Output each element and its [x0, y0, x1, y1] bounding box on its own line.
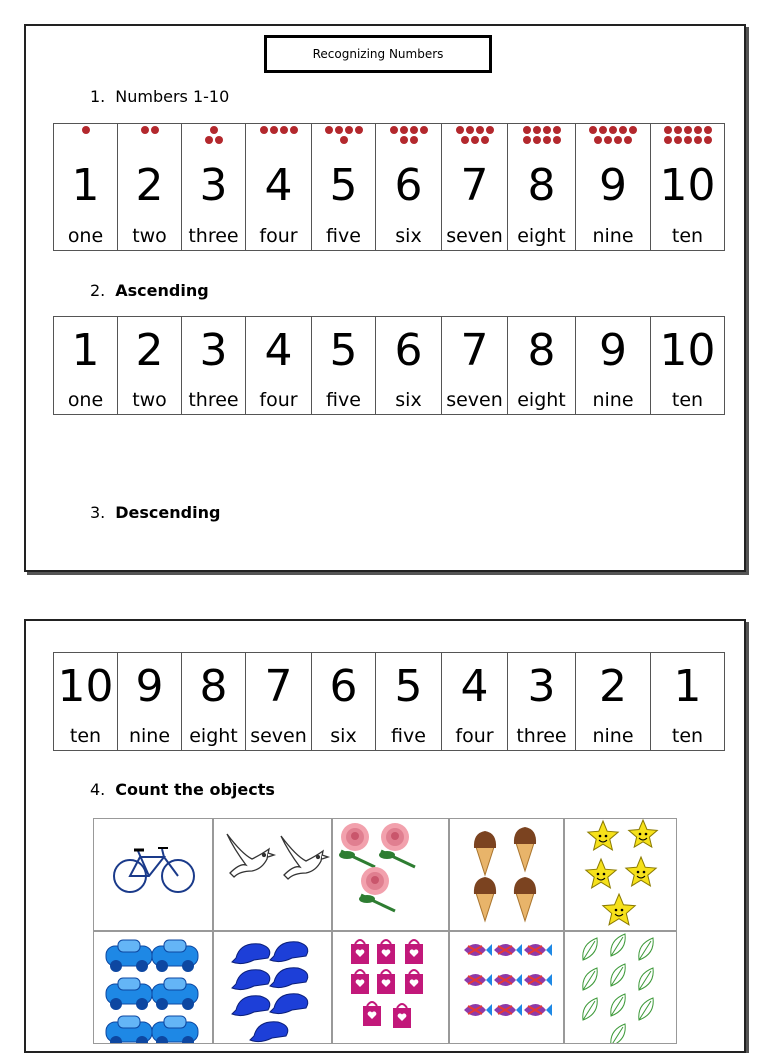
number-digit: 3	[199, 325, 228, 376]
number-digit: 3	[527, 661, 556, 712]
dot	[270, 126, 278, 134]
object-cell	[93, 931, 213, 1044]
object-cell	[449, 931, 564, 1044]
number-digit: 5	[394, 661, 423, 712]
number-digit: 3	[199, 160, 228, 211]
number-cell	[246, 124, 312, 251]
dot	[260, 126, 268, 134]
number-word: eight	[517, 225, 566, 247]
counting-dots	[312, 126, 375, 144]
number-digit: 8	[527, 160, 556, 211]
number-cell	[376, 317, 442, 415]
counting-dots	[118, 126, 181, 134]
number-cell	[442, 317, 508, 415]
dot	[410, 136, 418, 144]
number-cell	[442, 653, 508, 751]
number-word: five	[326, 389, 361, 411]
number-digit: 7	[460, 325, 489, 376]
dot	[609, 126, 617, 134]
number-cell	[508, 124, 576, 251]
counting-dots	[508, 126, 575, 144]
dot	[629, 126, 637, 134]
dot	[523, 136, 531, 144]
number-cell	[312, 317, 376, 415]
section-number: 3.	[90, 503, 106, 522]
section-label: Numbers 1-10	[115, 87, 230, 106]
dot	[533, 126, 541, 134]
number-word: ten	[671, 389, 704, 411]
section-label: Ascending	[115, 281, 209, 300]
counting-dots	[182, 126, 245, 144]
number-word: six	[395, 389, 422, 411]
number-digit: 4	[460, 661, 489, 712]
dot	[471, 136, 479, 144]
number-digit: 9	[599, 160, 627, 211]
number-digit: 7	[264, 661, 293, 712]
number-word: five	[326, 225, 361, 247]
ice-cream-icon	[450, 819, 564, 931]
dot	[684, 126, 692, 134]
dot	[461, 136, 469, 144]
number-cell	[182, 653, 246, 751]
number-digit: 2	[599, 661, 627, 712]
object-cell	[564, 931, 677, 1044]
section-number: 2.	[90, 281, 106, 300]
numbers-table	[53, 123, 725, 251]
dot	[523, 126, 531, 134]
counting-dots	[576, 126, 650, 144]
number-digit: 10	[659, 160, 716, 211]
number-word: one	[67, 389, 104, 411]
dot	[594, 136, 602, 144]
dot	[345, 126, 353, 134]
number-word: four	[259, 389, 298, 411]
dot	[589, 126, 597, 134]
worksheet-page-2	[24, 619, 746, 1053]
ascending-table	[53, 316, 725, 415]
counting-dots	[376, 126, 441, 144]
number-digit: 1	[71, 325, 100, 376]
number-digit: 6	[394, 160, 423, 211]
number-cell	[54, 124, 118, 251]
dot	[476, 126, 484, 134]
number-cell	[376, 653, 442, 751]
dot	[704, 136, 712, 144]
car-icon	[94, 932, 213, 1044]
object-cell	[213, 931, 332, 1044]
dot	[400, 136, 408, 144]
number-word: two	[132, 225, 167, 247]
number-cell	[576, 124, 651, 251]
number-word: five	[391, 725, 426, 747]
dot	[599, 126, 607, 134]
number-digit: 2	[135, 160, 164, 211]
number-cell	[54, 653, 118, 751]
number-word: four	[455, 725, 494, 747]
object-cell	[93, 818, 213, 931]
dot	[533, 136, 541, 144]
dot	[325, 126, 333, 134]
dot	[151, 126, 159, 134]
number-word: four	[259, 225, 298, 247]
number-cell	[246, 653, 312, 751]
number-word: eight	[517, 389, 566, 411]
dot	[674, 126, 682, 134]
dot	[553, 136, 561, 144]
dot	[82, 126, 90, 134]
dot	[456, 126, 464, 134]
cap-icon	[214, 932, 332, 1044]
number-word: nine	[592, 389, 634, 411]
number-digit: 4	[264, 325, 293, 376]
dot	[335, 126, 343, 134]
number-cell	[312, 653, 376, 751]
dot	[553, 126, 561, 134]
number-word: three	[516, 725, 567, 747]
dot	[543, 136, 551, 144]
object-cell	[213, 818, 332, 931]
dot	[400, 126, 408, 134]
number-word: seven	[446, 389, 503, 411]
number-digit: 7	[460, 160, 489, 211]
dot	[704, 126, 712, 134]
number-cell	[508, 317, 576, 415]
dot	[481, 136, 489, 144]
dot	[340, 136, 348, 144]
number-word: nine	[128, 725, 171, 747]
number-word: one	[67, 225, 104, 247]
number-word: nine	[592, 725, 634, 747]
leaf-icon	[565, 932, 677, 1044]
bicycle-icon	[94, 819, 213, 931]
number-cell	[246, 317, 312, 415]
number-digit: 10	[57, 661, 114, 712]
dot	[684, 136, 692, 144]
number-word: six	[330, 725, 357, 747]
dot	[674, 136, 682, 144]
count-objects-grid	[93, 818, 677, 1044]
section-number: 4.	[90, 780, 106, 799]
section-label: Count the objects	[115, 780, 275, 799]
section-heading-count	[90, 780, 275, 799]
section-label: Descending	[115, 503, 221, 522]
number-word: ten	[671, 225, 704, 247]
number-cell	[508, 653, 576, 751]
worksheet-page-1	[24, 24, 746, 572]
dot	[604, 136, 612, 144]
dot	[420, 126, 428, 134]
number-word: two	[132, 389, 167, 411]
dot	[619, 126, 627, 134]
number-word: six	[395, 225, 422, 247]
section-heading-numbers	[90, 87, 229, 106]
number-digit: 9	[599, 325, 627, 376]
number-cell	[182, 317, 246, 415]
number-word: three	[188, 225, 239, 247]
number-word: eight	[189, 725, 238, 747]
dot	[466, 126, 474, 134]
number-digit: 8	[527, 325, 556, 376]
number-word: seven	[250, 725, 307, 747]
number-digit: 6	[394, 325, 423, 376]
dot	[486, 126, 494, 134]
star-icon	[565, 819, 677, 931]
number-word: ten	[671, 725, 704, 747]
number-cell	[54, 317, 118, 415]
number-cell	[651, 317, 725, 415]
counting-dots	[54, 126, 117, 134]
dot	[664, 126, 672, 134]
dot	[290, 126, 298, 134]
counting-dots	[442, 126, 507, 144]
number-cell	[182, 124, 246, 251]
dot	[410, 126, 418, 134]
bird-icon	[214, 819, 332, 931]
number-word: seven	[446, 225, 503, 247]
number-cell	[576, 653, 651, 751]
number-digit: 10	[659, 325, 716, 376]
dot	[614, 136, 622, 144]
descending-table	[53, 652, 725, 751]
number-word: nine	[592, 225, 634, 247]
number-digit: 2	[135, 325, 164, 376]
dot	[215, 136, 223, 144]
number-digit: 5	[329, 160, 358, 211]
page-title: Recognizing Numbers	[264, 35, 492, 73]
number-cell	[442, 124, 508, 251]
dot	[141, 126, 149, 134]
dot	[543, 126, 551, 134]
number-digit: 4	[264, 160, 293, 211]
object-cell	[332, 931, 449, 1044]
object-cell	[564, 818, 677, 931]
counting-dots	[246, 126, 311, 134]
number-digit: 5	[329, 325, 358, 376]
number-digit: 6	[329, 661, 358, 712]
section-heading-descending	[90, 503, 220, 522]
shopping-bag-icon	[333, 932, 449, 1044]
object-cell	[332, 818, 449, 931]
number-word: ten	[69, 725, 102, 747]
dot	[355, 126, 363, 134]
section-number: 1.	[90, 87, 106, 106]
number-digit: 1	[673, 661, 702, 712]
number-digit: 8	[199, 661, 228, 712]
rose-icon	[333, 819, 449, 931]
number-cell	[118, 653, 182, 751]
number-cell	[576, 317, 651, 415]
number-cell	[651, 653, 725, 751]
object-cell	[449, 818, 564, 931]
dot	[210, 126, 218, 134]
number-cell	[118, 124, 182, 251]
number-digit: 9	[135, 661, 164, 712]
number-cell	[312, 124, 376, 251]
number-digit: 1	[71, 160, 100, 211]
fish-icon	[450, 932, 564, 1044]
number-cell	[651, 124, 725, 251]
dot	[664, 136, 672, 144]
number-cell	[118, 317, 182, 415]
dot	[280, 126, 288, 134]
dot	[624, 136, 632, 144]
section-heading-ascending	[90, 281, 209, 300]
dot	[694, 126, 702, 134]
dot	[694, 136, 702, 144]
number-cell	[376, 124, 442, 251]
counting-dots	[651, 126, 724, 144]
dot	[205, 136, 213, 144]
number-word: three	[188, 389, 239, 411]
dot	[390, 126, 398, 134]
